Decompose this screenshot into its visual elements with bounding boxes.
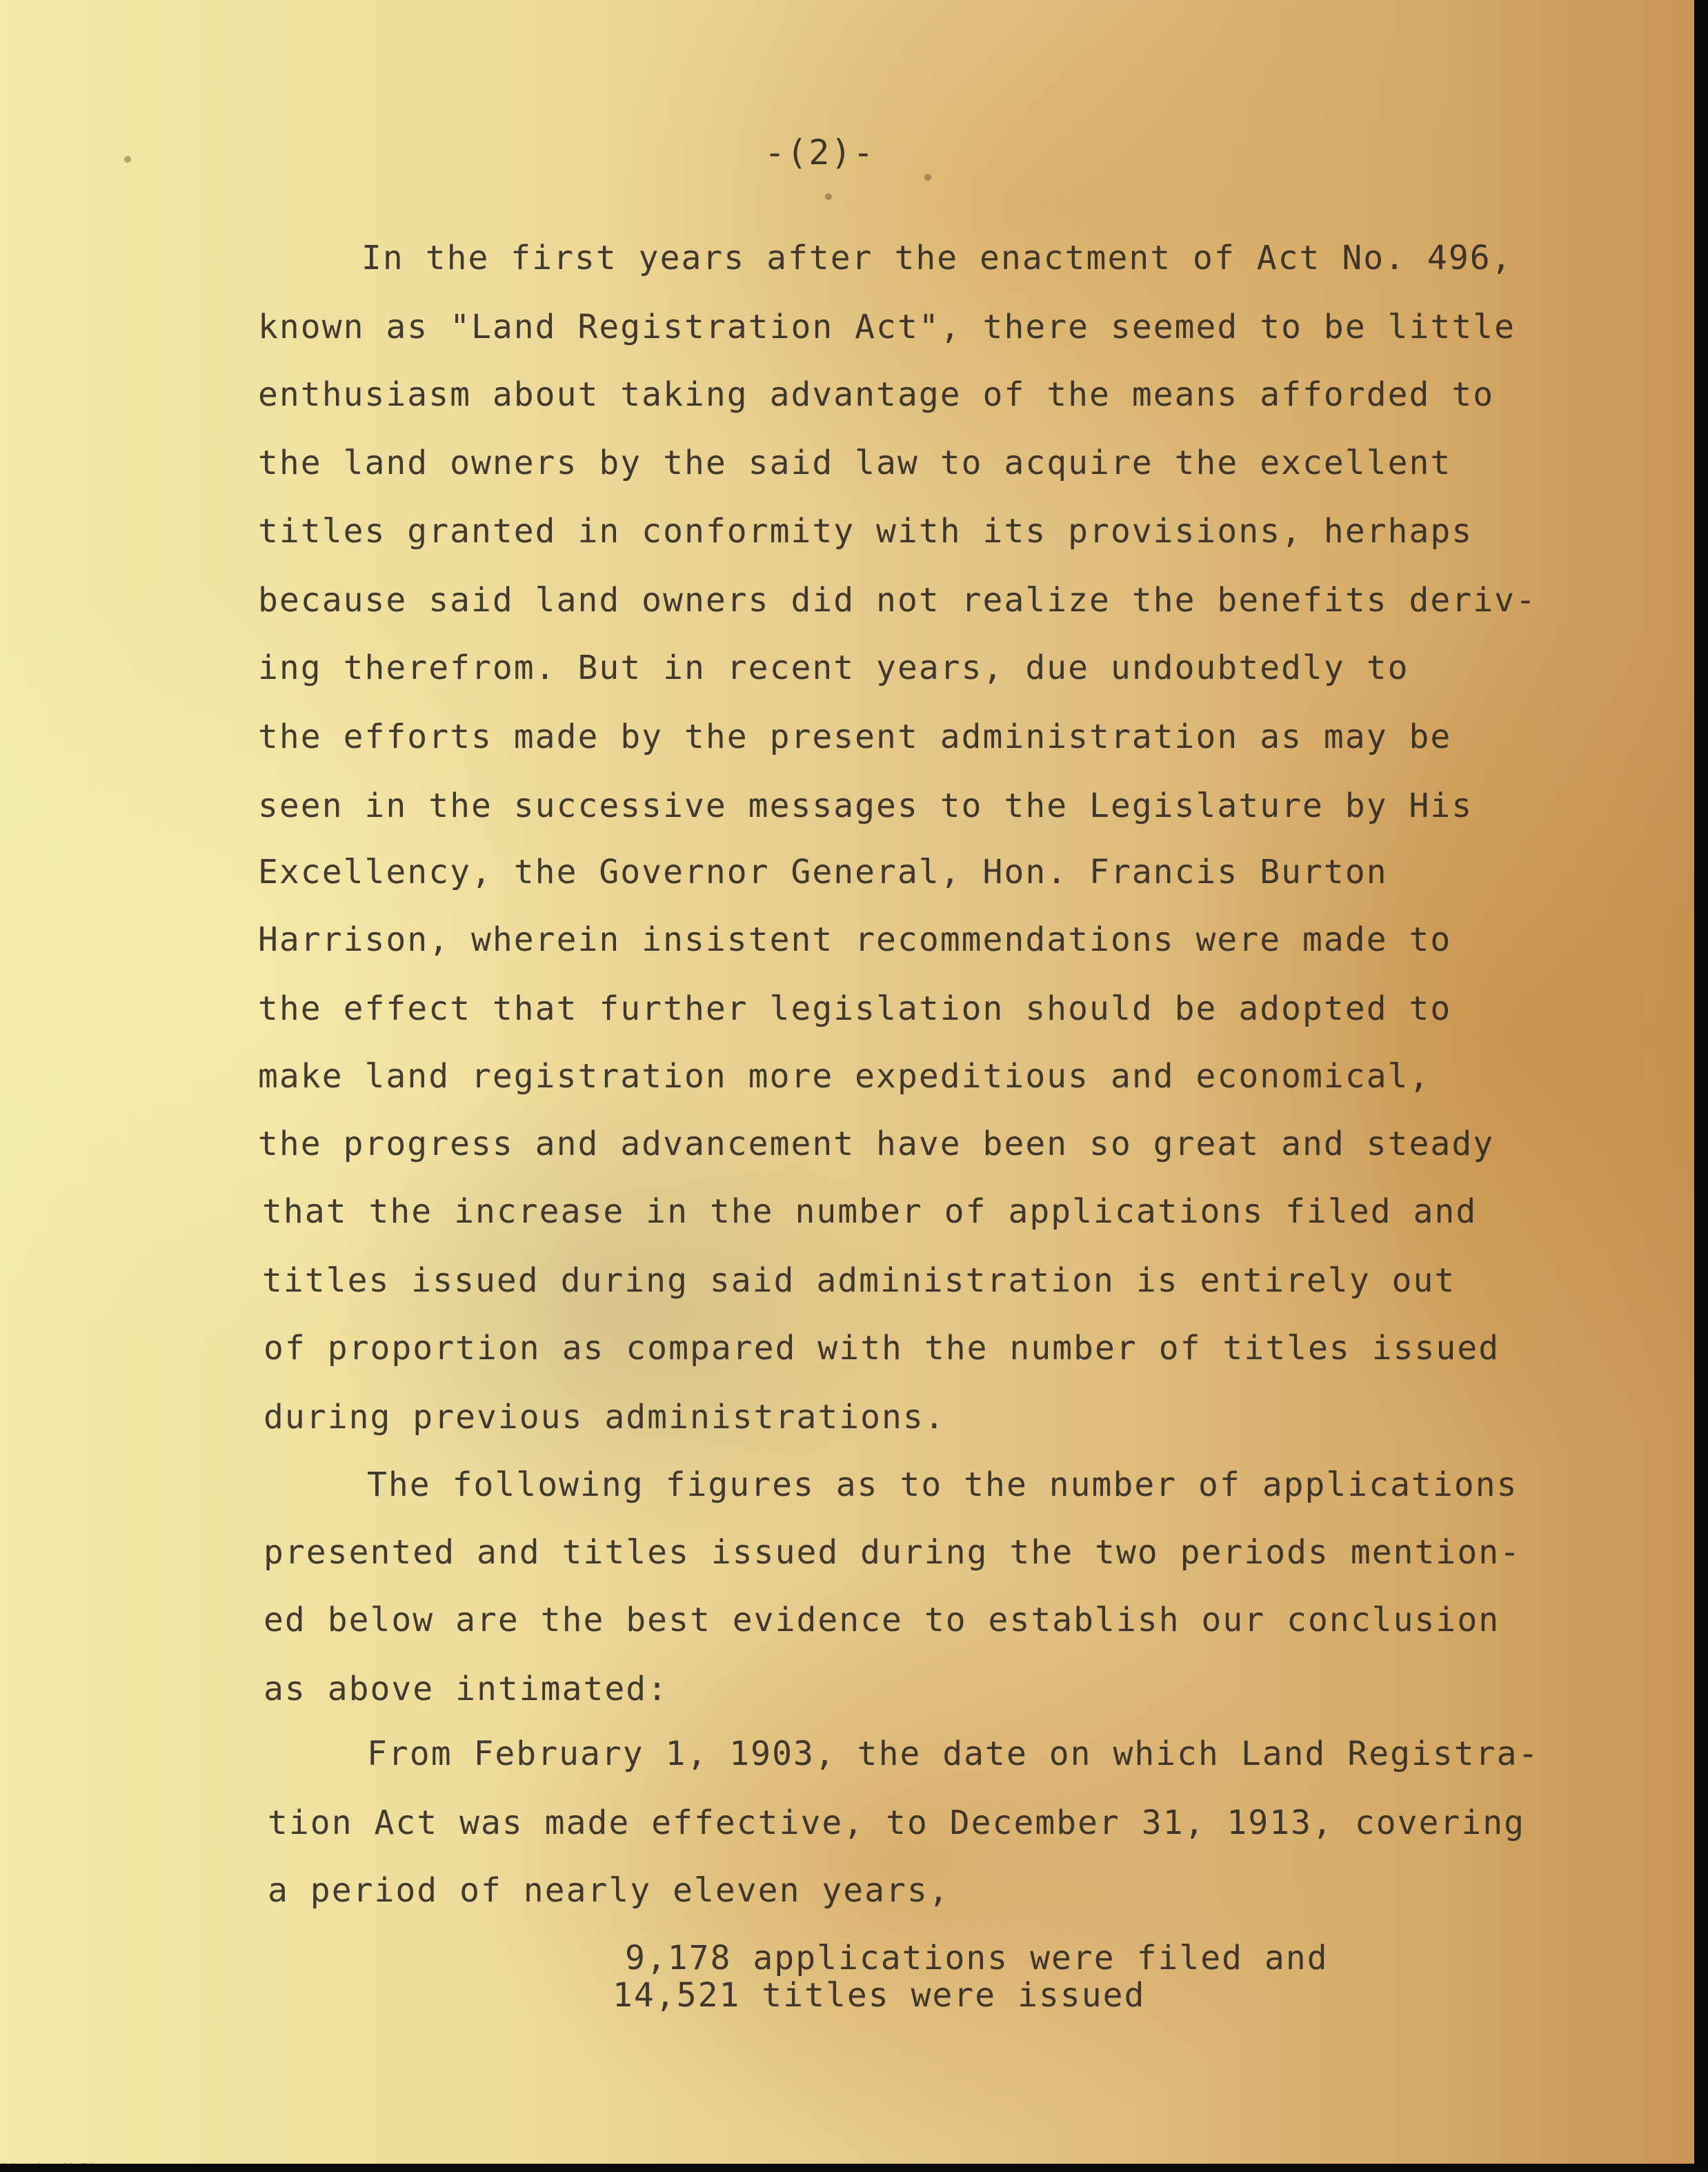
text-line: titles granted in conformity with its provisions, herhaps	[258, 512, 1473, 551]
paper-crease-mark	[124, 156, 131, 163]
paper-crease-mark	[825, 193, 832, 200]
figures-line: 9,178 applications were filed and	[625, 1939, 1329, 1977]
figures-line: 14,521 titles were issued	[613, 1976, 1146, 2015]
text-line: known as "Land Registration Act", there seemed to be little	[258, 308, 1516, 346]
page-number: -(2)-	[764, 132, 875, 172]
text-line: Harrison, wherein insistent recommendations were made to	[258, 920, 1452, 959]
text-line: the effect that further legislation should be adopted to	[258, 989, 1452, 1028]
text-line: In the first years after the enactment of Act No. 496,	[361, 239, 1513, 277]
text-line: the land owners by the said law to acquire the excellent	[258, 444, 1452, 482]
paper-crease-mark	[924, 174, 931, 181]
text-line: because said land owners did not realize the benefits deriv-	[258, 581, 1537, 620]
text-line: as above intimated:	[264, 1670, 669, 1708]
text-line: ing therefrom. But in recent years, due undoubtedly to	[258, 649, 1409, 687]
text-line: make land registration more expeditious and economical,	[258, 1057, 1431, 1096]
text-line: a period of nearly eleven years,	[268, 1871, 950, 1910]
text-line: seen in the successive messages to the Legislature by His	[258, 787, 1473, 825]
scan-border	[1694, 0, 1708, 2172]
text-line: that the increase in the number of applications filed and	[262, 1192, 1478, 1231]
text-line: during previous administrations.	[264, 1398, 946, 1437]
text-line: tion Act was made effective, to December 31, 1913, covering	[268, 1804, 1526, 1842]
text-line: enthusiasm about taking advantage of the means afforded to	[258, 375, 1495, 414]
scan-border	[0, 2164, 1708, 2172]
text-line: presented and titles issued during the two periods mention-	[264, 1533, 1522, 1572]
text-line: From February 1, 1903, the date on which Land Registra-	[367, 1735, 1540, 1773]
text-line: titles issued during said administration is entirely out	[262, 1261, 1456, 1300]
text-line: The following figures as to the number of applications	[367, 1465, 1518, 1504]
text-line: of proportion as compared with the number of titles issued	[264, 1329, 1500, 1368]
text-line: Excellency, the Governor General, Hon. Francis Burton	[258, 853, 1388, 891]
text-line: the efforts made by the present administration as may be	[258, 718, 1452, 756]
text-line: ed below are the best evidence to establish our conclusion	[264, 1601, 1500, 1639]
text-line: the progress and advancement have been so great and steady	[258, 1125, 1495, 1163]
